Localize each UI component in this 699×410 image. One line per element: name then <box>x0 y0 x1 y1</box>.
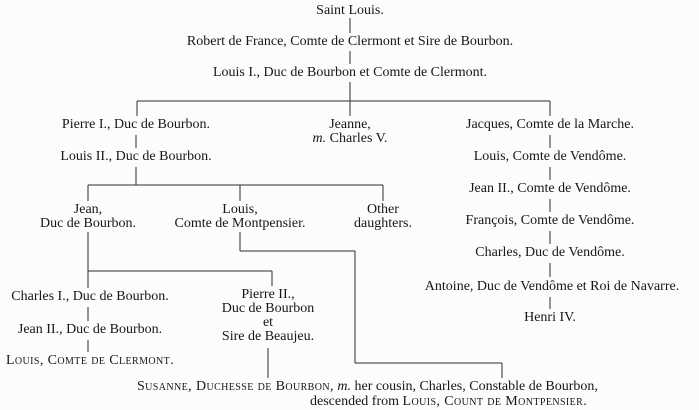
married-abbrev: m. <box>333 379 352 394</box>
node-henri-iv <box>524 311 576 325</box>
node-label-line1: Jean, <box>73 202 103 217</box>
node-jacques <box>466 118 634 132</box>
node-jean-duc-de-bourbon <box>40 203 136 231</box>
node-label-line3: et <box>262 315 274 330</box>
node-label: Louis I., Duc de Bourbon et Comte de Clermont. <box>212 65 488 80</box>
node-charles-vendome <box>475 246 624 260</box>
node-label: Louis, Comte de Clermont. <box>5 353 175 368</box>
node-francois-vendome <box>466 214 635 228</box>
node-label: Louis, Comte de Vendôme. <box>473 149 627 164</box>
node-louis-clermont <box>6 354 174 368</box>
node-label: Henri IV. <box>524 310 576 325</box>
node-label: François, Comte de Vendôme. <box>465 213 635 228</box>
node-label: Jean II., Comte de Vendôme. <box>469 181 631 196</box>
node-label-line1: Other <box>367 202 399 217</box>
node-robert-de-france <box>187 35 513 49</box>
node-jean-ii-vendome <box>469 182 631 196</box>
node-other-daughters <box>354 203 412 231</box>
married-abbrev: m. <box>312 131 327 146</box>
spouse-name: Charles V. <box>326 131 388 146</box>
node-label: Saint Louis. <box>316 3 384 18</box>
node-jean-ii-bourbon <box>18 323 162 337</box>
node-label: Charles, Duc de Vendôme. <box>475 245 625 260</box>
node-charles-i <box>11 290 168 304</box>
node-label: Antoine, Duc de Vendôme et Roi de Navarre. <box>424 279 680 294</box>
susanne-name: Susanne, Duchesse de Bourbon, <box>137 379 334 394</box>
node-label-line1: Louis, <box>222 202 258 217</box>
susanne-spouse: her cousin, Charles, Constable de Bourbon, <box>351 379 598 394</box>
node-label-line2: Duc de Bourbon <box>221 301 315 316</box>
node-label-line2: Comte de Montpensier. <box>174 216 306 231</box>
node-label: Charles I., Duc de Bourbon. <box>11 289 169 304</box>
node-louis-montpensier <box>174 203 305 231</box>
node-label-line4: Sire de Beaujeu. <box>221 329 315 344</box>
descended-from-text: descended from <box>310 394 403 409</box>
node-label-line2: Duc de Bourbon. <box>39 216 137 231</box>
node-label: Louis II., Duc de Bourbon. <box>60 149 212 164</box>
node-label-line2 <box>313 132 388 146</box>
node-label: Robert de France, Comte de Clermont et Sire de Bourbon. <box>186 34 514 49</box>
node-label-line2: daughters. <box>354 216 412 231</box>
node-label-line1: Pierre II., <box>241 287 295 302</box>
node-label: Pierre I., Duc de Bourbon. <box>61 117 211 132</box>
node-susanne-line2 <box>310 395 587 409</box>
node-louis-vendome <box>474 150 627 164</box>
node-pierre-ii <box>222 288 315 344</box>
node-label: Jacques, Comte de la Marche. <box>466 117 634 132</box>
node-susanne-line1 <box>137 380 598 394</box>
node-label-line1: Jeanne, <box>329 117 371 132</box>
node-louis-i <box>213 66 487 80</box>
node-pierre-i <box>62 118 210 132</box>
node-saint-louis <box>316 4 384 18</box>
node-jeanne <box>313 118 388 146</box>
node-louis-ii <box>60 150 211 164</box>
node-antoine <box>425 280 679 294</box>
node-label: Jean II., Duc de Bourbon. <box>17 322 163 337</box>
montpensier-ancestor: Louis, Count de Montpensier. <box>402 394 588 409</box>
